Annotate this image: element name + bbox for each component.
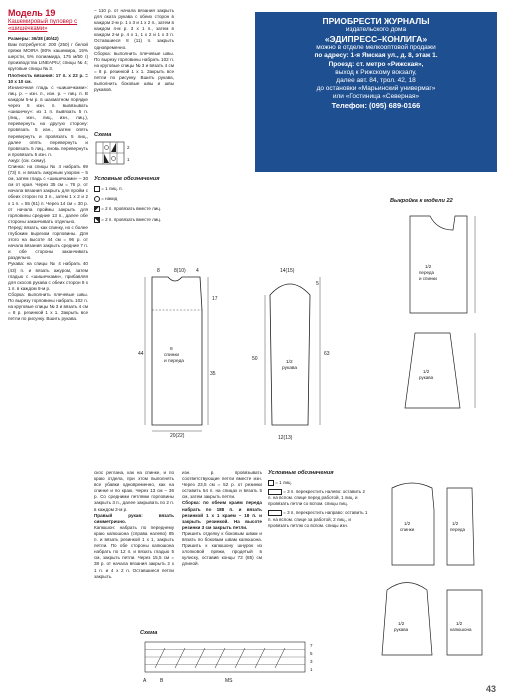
svg-text:капюшона: капюшона — [450, 627, 472, 632]
legend-item: = 2 п. провязать вместе лиц. — [94, 206, 204, 212]
scheme-title: Схема — [94, 132, 112, 138]
svg-text:3: 3 — [310, 659, 313, 664]
svg-text:1/2: 1/2 — [456, 621, 463, 626]
knit-symbol-icon — [268, 480, 274, 486]
svg-text:рукава: рукава — [394, 627, 409, 632]
svg-text:рукава: рукава — [419, 375, 434, 380]
pattern-bottom-right — [372, 470, 502, 685]
raglan-front: скос реглана, как на спинке, и по краю отдела, при этом выполнять все убавки одновременно, как на спинке и по краю. Через 13 см – 36 р. Со средними петлями горловины закрыть 3 п., далее закрывать по 2 п. в каждом 2-м р. — [94, 470, 174, 512]
legend-item: = накид — [94, 196, 204, 202]
svg-text:35: 35 — [210, 371, 216, 377]
assembly-details: Пришить отделку к боковым швам и вязать по боковым швам капюшона. Пришить к капюшону шнурок из хлопковой пряжи, продетый в кулиску, оставив концы 73 (85) см длиной. — [182, 530, 262, 567]
materials: Вам потребуется: 200 (250) г белой пряжи MOIRA (80% кашемира, 15% шерсти, 5% полиамида, 175 м/50 г) производства LINEAPIU; спицы № 4; круговые спицы № 3. — [8, 42, 88, 72]
legend2-list — [268, 480, 368, 529]
svg-text:1/2: 1/2 — [452, 521, 459, 526]
front-instructions: Перед: вязать, как спинку, но с более глубоким вырезом горловины. Для этого на высоте 44 см = 96 р. от начала вязания закрыть средние 7 п. и обе стороны заканчивать раздельно. — [8, 224, 88, 261]
gauge: Плотность вязания: 17 п. х 22 р. = 10 х 10 см. — [8, 72, 88, 84]
lace-note: Ажур: (см. схему). — [8, 157, 47, 163]
svg-text:рукава: рукава — [282, 366, 298, 371]
sleeve-cap: – 110 р. от начала вязания закрыть для окатa рукава с обеих сторон в каждом 2-м р. 1 х 3 и 1 х 2 п., затем в каждом 4-м р. 3 х 1 п., затем в каждом 2-м р. 4 х 1, 1 х 2 и 1 х 3 п. Оставшиеся 8 (11) п. закрыть одновременно. — [94, 8, 174, 50]
yarn-over-icon — [94, 196, 100, 202]
svg-text:44: 44 — [138, 351, 144, 357]
pattern-19-diagram — [130, 255, 335, 460]
pattern-22-diagram — [395, 208, 500, 418]
back-instructions: Спинка: на спицы № 4 набрать 69 (73) п. и вязать ажурным узором – 5 см, затем гладь с «шишечками» – 30 см от края. Через 35 см = 76 р. от начала вязания закрыть для пройм с обеих сторон по 3 п., затем 1 х 2 и 2 х 1 п. = 55 (61) п. Через 14 см = 30 р. от начала проймы закрыть для горловины средние 13 п., далее обе стороны заканчивать отдельно. — [8, 163, 88, 224]
legend-list — [94, 186, 204, 223]
assembly: Сборка: выполнить плечевые швы. По вырезу горловины набрать 102 п. на круговые спицы № 3 и вязать 4 см = 8 р. резинкой 1 х 1. Закрыть все петли по рисунку. Вшить рукава, выполнить боковые швы и швы рукавов. — [94, 50, 174, 93]
svg-text:8: 8 — [157, 268, 160, 274]
legend-title: Условные обозначения — [94, 176, 160, 182]
cable-scheme — [140, 638, 325, 688]
svg-text:12(13): 12(13) — [278, 435, 293, 441]
scheme2-title: Схема — [140, 630, 158, 636]
legend-item: = 3 п. перекрестить налево: оставить 2 п. на вспом. спице перед работой, 1 лиц. и провязать петли со вспом. спицы лиц. — [268, 489, 366, 507]
svg-text:63: 63 — [324, 351, 330, 357]
pattern-22-title: Выкройка к модели 22 — [390, 198, 453, 204]
svg-text:8(10): 8(10) — [174, 268, 186, 274]
sizes: Размеры: 36/38 (40/42) — [8, 36, 59, 41]
svg-text:17: 17 — [212, 296, 218, 302]
model-subtitle: Кашемировый пуловер с «шишечками» — [8, 19, 78, 32]
svg-text:1: 1 — [127, 157, 130, 162]
svg-text:спинки: спинки — [400, 527, 415, 532]
svg-text:1/2: 1/2 — [286, 360, 293, 365]
legend-item: = 3 п. перекрестить направо: оставить 1 п. на вспом. спице за работой, 2 лиц., и провязать петлю со вспом. спицы изн. — [268, 510, 368, 528]
magazine-ad: ПРИОБРЕСТИ ЖУРНАЛЫ издательского дома «ЭДИПРЕСС–КОНЛИГА» можно в отделе мелкооптовой продажи по адресу: 1-я Ямская ул., д. 8, этаж 1. Проезд: ст. метро «Рижская», выход к Рижскому вокзалу, далее авт. 84, трол. 42, 18 до остановки «Марьинский универмаг» или «Гостиница «Северная» Телефон: (095) 689-0166 — [255, 12, 497, 172]
instructions-column-left — [8, 36, 88, 442]
knit-symbol-icon — [94, 186, 100, 192]
model-title: Модель 19 — [8, 8, 56, 18]
svg-text:B: B — [160, 678, 164, 684]
svg-text:и спинки: и спинки — [419, 276, 437, 281]
legend-item: = 2 п. провязать вместе лиц. — [94, 217, 204, 223]
legend-item: = 1 лиц. — [268, 480, 368, 486]
legend-item: = 1 лиц. п. — [94, 186, 204, 192]
hood: Капюшон: набрать по переднему краю капюшона (справа налево) 85 п. и вязать резинкой 1 х 1, закрыть петли. По обе стороны капюшона набрать по 12 п. и вязать гладью 5 см, закрыть петли. Через 15,5 см = 38 р. от начала вязания закрыть 2 х 1 п. и 4 х 2 п. Оставшиеся петли закрыть. — [94, 524, 174, 579]
k2tog-right-icon — [94, 217, 100, 223]
cross-right-icon — [268, 510, 282, 516]
svg-text:7: 7 — [310, 643, 313, 648]
neckline-decreases: изн. р. провязывать соответствующие петли вместе изн. Через 23,5 см = 52 р. от резинки оставить 54 п. на спицах и вязать 5 см, затем закрыть петли. — [182, 470, 262, 500]
stitch-scheme — [94, 140, 144, 168]
svg-text:14(15): 14(15) — [280, 268, 295, 274]
assembly-instructions: Сборка: выполнить плечевые швы. По вырезу горловины набрать 102 п. на круговые спицы № 3 и вязать 4 см = 8 р. резинкой 1 х 1. Закрыть все петли по рисунку. Вшить рукава. — [8, 291, 88, 322]
svg-text:2: 2 — [127, 145, 130, 150]
assembly-heading: Сборка: по обеим краям переда набрать по 188 п. и вязать резинкой 1 х 1 краем – 18 п. и закрыть резинкой. На высоте резинки 3 см закрыть петли. — [182, 500, 262, 530]
svg-text:1/2: 1/2 — [404, 521, 411, 526]
svg-text:переда: переда — [419, 270, 434, 275]
legend2-title: Условные обозначения — [268, 470, 334, 476]
svg-text:4: 4 — [196, 268, 199, 274]
k2tog-left-icon — [94, 206, 100, 212]
svg-text:MS: MS — [225, 678, 233, 684]
svg-text:переда: переда — [450, 527, 465, 532]
svg-text:1: 1 — [310, 667, 313, 672]
svg-text:1/2: 1/2 — [425, 264, 432, 269]
svg-text:20(22): 20(22) — [170, 433, 185, 439]
svg-text:спинки: спинки — [164, 353, 180, 358]
instructions-column-mid — [94, 8, 174, 126]
sleeve-instructions: Рукава: на спицы № 4 набрать 40 (43) п. и вязать ажуром, затем гладью с «шишечками», прибавляя для скосов рукава с обеих сторон 8 х 1 п. в каждом 8-м р. — [8, 261, 88, 291]
page-number: 43 — [486, 684, 497, 694]
svg-text:50: 50 — [252, 356, 258, 362]
svg-text:8: 8 — [170, 347, 173, 352]
svg-text:1/2: 1/2 — [423, 369, 430, 374]
svg-text:5: 5 — [310, 651, 313, 656]
right-sleeve: Правый рукав: вязать симметрично. — [94, 512, 174, 524]
svg-text:A: A — [143, 678, 147, 684]
stitch-description: Изнаночная гладь с «шишечками»: лиц. р. – изн. п., изн. р. – лиц. п. В каждом 5-м р. в шахматном порядке через 5 изн. п. вывязывать «шишечку»: из 1 п. вывязать 5 п. (лиц., изн., лиц., изн., лиц.), перевернуть на другую сторону: провязать 5 изн., затем опять перевернуть и провязать 5 лиц., далее опять перевернуть и провязать 5 лиц., вновь перевернуть и провязать 5 изн. п. — [8, 84, 88, 157]
svg-text:и переда: и переда — [164, 359, 184, 364]
svg-text:5: 5 — [316, 281, 319, 287]
svg-text:1/2: 1/2 — [398, 621, 405, 626]
instructions-bottom-mid — [182, 470, 262, 630]
